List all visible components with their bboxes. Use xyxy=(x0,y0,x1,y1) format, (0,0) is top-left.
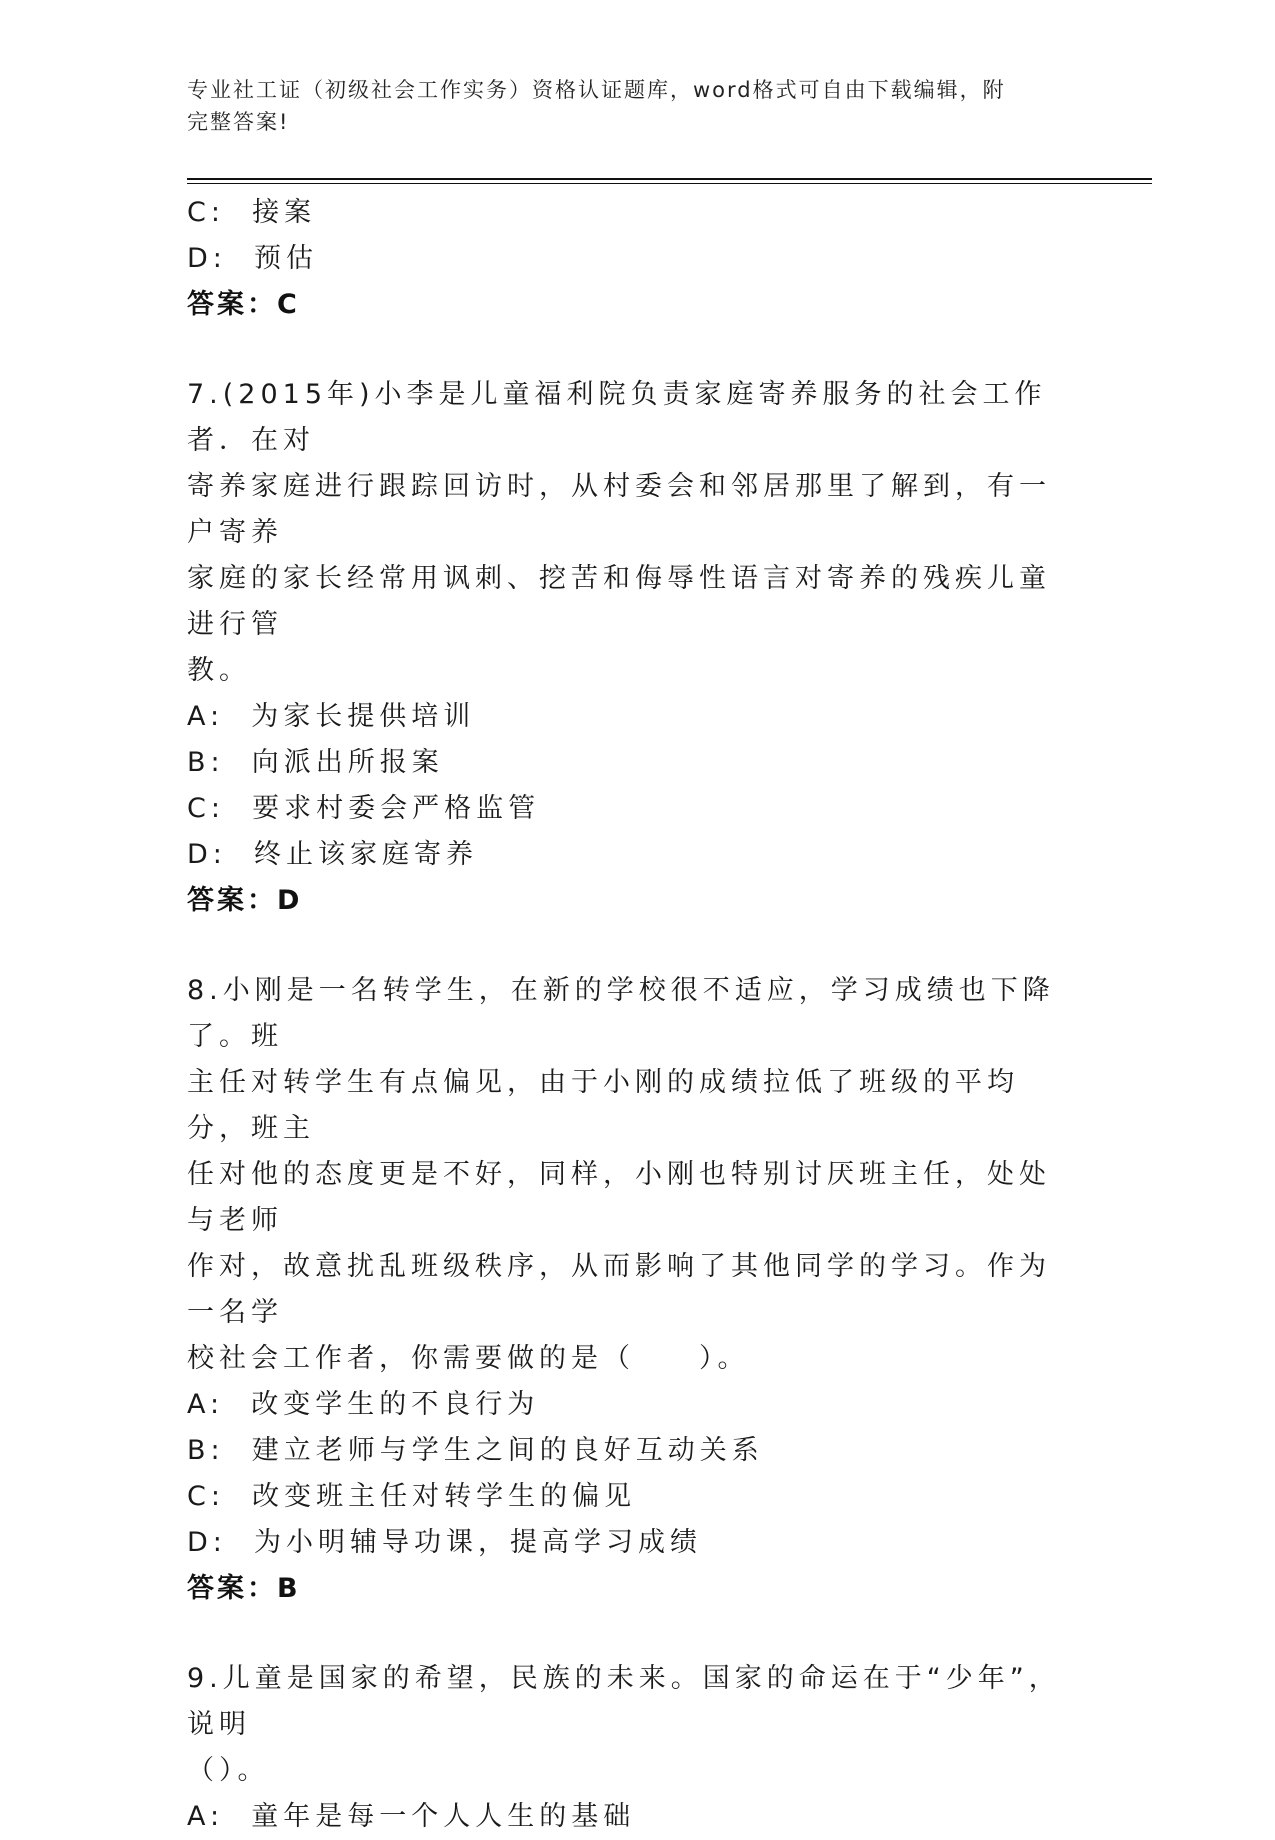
q8-stem-line: 主任对转学生有点偏见，由于小刚的成绩拉低了班级的平均分，班主 xyxy=(187,1067,1019,1144)
q8-option-b: B: 建立老师与学生之间的良好互动关系 xyxy=(187,1435,764,1466)
q7-option-c: C: 要求村委会严格监管 xyxy=(187,793,541,824)
header-rule-thick xyxy=(187,178,1152,180)
question-9 xyxy=(187,1656,1067,1840)
page-header xyxy=(187,74,1067,138)
question-7 xyxy=(187,372,1067,924)
question-content xyxy=(187,190,1067,1840)
q7-option-d: D: 终止该家庭寄养 xyxy=(187,839,479,870)
q7-stem-line: 寄养家庭进行跟踪回访时，从村委会和邻居那里了解到，有一户寄养 xyxy=(187,471,1051,548)
q8-option-d: D: 为小明辅导功课，提高学习成绩 xyxy=(187,1527,703,1558)
header-line-1: 专业社工证（初级社会工作实务）资格认证题库，word格式可自由下载编辑，附 xyxy=(187,78,1006,102)
q7-stem-line: 家庭的家长经常用讽刺、挖苦和侮辱性语言对寄养的残疾儿童进行管 xyxy=(187,563,1051,640)
q8-stem-line: 8.小刚是一名转学生，在新的学校很不适应，学习成绩也下降了。班 xyxy=(187,975,1055,1052)
q9-stem-line: 9.儿童是国家的希望，民族的未来。国家的命运在于“少年”，说明 xyxy=(187,1663,1061,1740)
q6-option-d: D: 预估 xyxy=(187,243,319,274)
spacer xyxy=(187,924,1067,968)
q7-stem-line: 7.(2015年)小李是儿童福利院负责家庭寄养服务的社会工作者．在对 xyxy=(187,379,1047,456)
spacer xyxy=(187,328,1067,372)
q8-stem-line: 作对，故意扰乱班级秩序，从而影响了其他同学的学习。作为一名学 xyxy=(187,1251,1051,1328)
q6-option-c: C: 接案 xyxy=(187,197,317,228)
q6-answer: 答案：C xyxy=(187,289,300,320)
q8-option-a: A: 改变学生的不良行为 xyxy=(187,1389,540,1420)
q9-stem-line: （）。 xyxy=(187,1755,270,1786)
q8-answer: 答案：B xyxy=(187,1573,301,1604)
q8-stem-line: 任对他的态度更是不好，同样，小刚也特别讨厌班主任，处处与老师 xyxy=(187,1159,1051,1236)
q7-stem-line: 教。 xyxy=(187,655,251,686)
spacer xyxy=(187,1612,1067,1656)
q9-option-a: A: 童年是每一个人人生的基础 xyxy=(187,1801,636,1832)
q7-answer: 答案：D xyxy=(187,885,303,916)
q8-option-c: C: 改变班主任对转学生的偏见 xyxy=(187,1481,637,1512)
q7-option-a: A: 为家长提供培训 xyxy=(187,701,476,732)
q8-stem-line: 校社会工作者，你需要做的是（ ）。 xyxy=(187,1343,750,1374)
question-8 xyxy=(187,968,1067,1612)
header-rule-thin xyxy=(187,183,1152,184)
header-line-2: 完整答案! xyxy=(187,110,290,134)
q7-option-b: B: 向派出所报案 xyxy=(187,747,444,778)
